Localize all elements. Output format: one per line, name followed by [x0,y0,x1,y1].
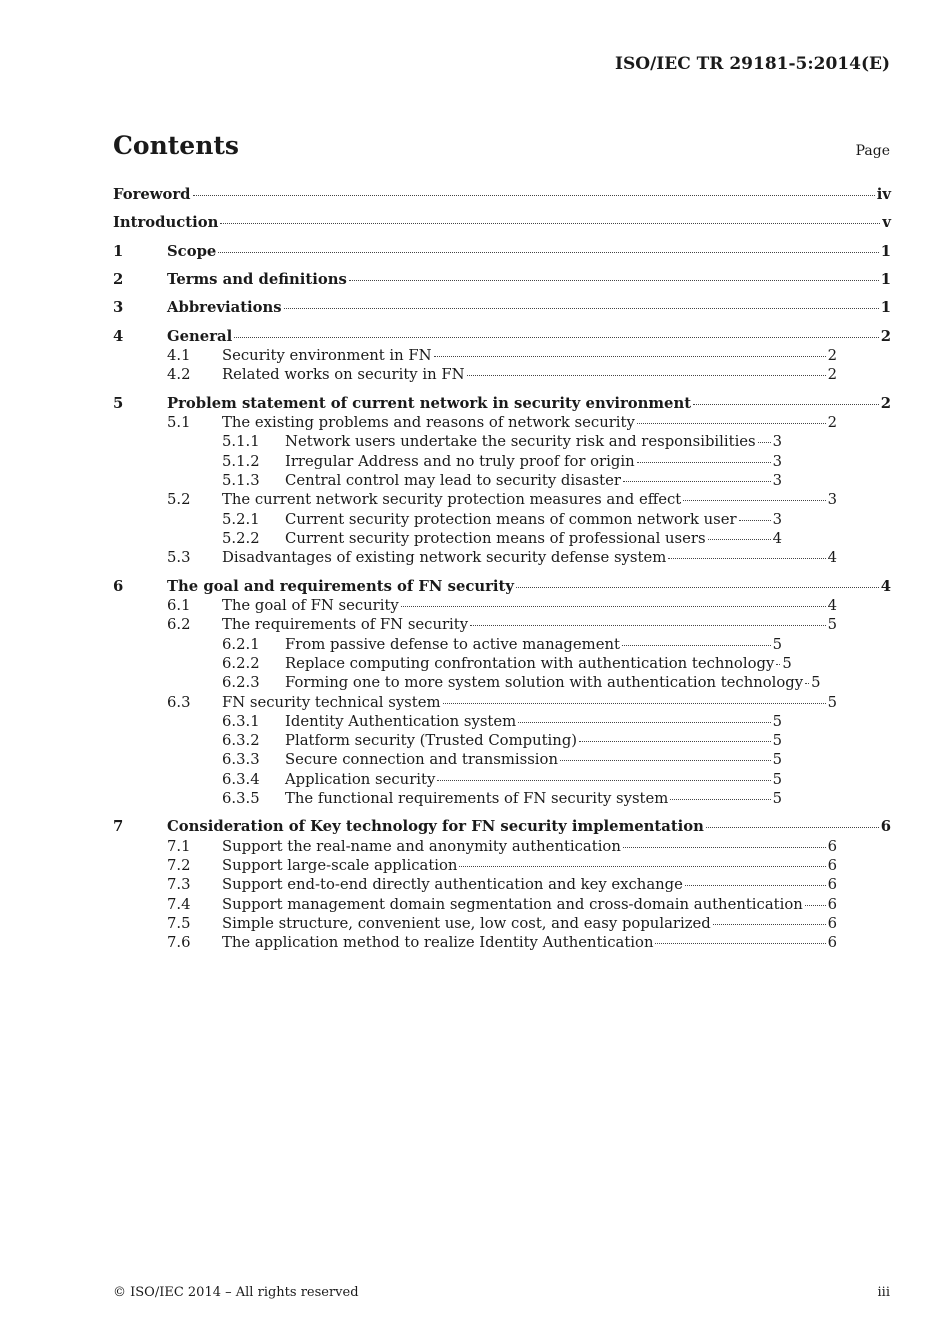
toc-entry-page: 4 [880,578,891,595]
toc-entry-title: Problem statement of current network in security environment [167,395,692,412]
toc-entry-title: Platform security (Trusted Computing) [285,732,578,749]
toc-entry-number: 7.6 [167,934,191,951]
toc-leader-dots [655,943,825,944]
toc-entry-number: 5 [113,395,124,412]
toc-leader-dots [758,442,771,443]
toc-leader-dots [218,252,878,253]
toc-entry-number: 5.1.3 [222,472,260,489]
toc-entry-page: 6 [880,818,891,835]
toc-entry[interactable] [113,452,782,472]
toc-leader-dots [470,625,825,626]
toc-entry[interactable] [113,875,837,895]
toc-entry-page: 5 [827,694,837,711]
toc-entry[interactable] [113,490,837,510]
toc-entry-page: iv [876,186,891,203]
toc-leader-dots [685,885,826,886]
toc-entry-title: Scope [167,243,217,260]
toc-entry-title: Simple structure, convenient use, low cost, and easy popularized [222,915,711,932]
toc-entry-title: Irregular Address and no truly proof for origin [285,453,635,470]
toc-entry[interactable] [113,213,891,233]
toc-entry[interactable] [113,933,837,953]
toc-entry-number: 6.2.2 [222,655,260,672]
toc-leader-dots [443,703,826,704]
toc-leader-dots [637,423,826,424]
toc-entry-title: Related works on security in FN [222,366,465,383]
toc-leader-dots [234,337,878,338]
toc-leader-dots [349,280,879,281]
toc-entry-number: 5.2.1 [222,511,260,528]
toc-entry-title: Support end-to-end directly authentication and key exchange [222,876,683,893]
toc-entry-number: 7.3 [167,876,191,893]
toc-entry-page: 3 [772,453,782,470]
toc-entry-page: 2 [880,328,891,345]
toc-entry-number: 6.3.2 [222,732,260,749]
toc-entry-title: The existing problems and reasons of network security [222,414,635,431]
toc-entry-number: 5.1.2 [222,453,260,470]
toc-entry-title: Support the real-name and anonymity authentication [222,838,621,855]
toc-entry-title: Current security protection means of professional users [285,530,706,547]
toc-entry-title: The current network security protection measures and effect [222,491,682,508]
toc-entry-page: 5 [772,636,782,653]
toc-entry-page: 6 [827,876,837,893]
toc-leader-dots [670,799,770,800]
toc-leader-dots [683,500,825,501]
toc-entry-page: 6 [827,934,837,951]
toc-entry-page: 4 [827,549,837,566]
document-reference: ISO/IEC TR 29181-5:2014(E) [615,54,890,74]
toc-entry-page: 5 [827,616,837,633]
toc-entry-page: 3 [772,433,782,450]
toc-entry-number: 7.1 [167,838,191,855]
toc-entry-number: 4 [113,328,124,345]
toc-entry-number: 5.1 [167,414,191,431]
toc-leader-dots [193,195,875,196]
toc-entry-number: 7 [113,818,124,835]
toc-entry-page: 5 [772,713,782,730]
toc-entry[interactable] [113,789,782,809]
toc-entry-title: Terms and definitions [167,271,347,288]
toc-entry[interactable] [113,327,891,347]
toc-entry-page: 6 [827,857,837,874]
toc-entry[interactable] [113,413,837,433]
toc-entry-title: The goal and requirements of FN security [167,578,514,595]
toc-entry-number: 6.1 [167,597,191,614]
toc-entry-page: 4 [772,530,782,547]
toc-entry-title: Application security [285,771,436,788]
toc-entry-number: 5.2.2 [222,530,260,547]
toc-entry[interactable] [113,432,782,452]
toc-entry-page: 2 [827,414,837,431]
toc-leader-dots [776,664,780,665]
toc-leader-dots [284,308,879,309]
toc-entry-title: From passive defense to active management [285,636,620,653]
toc-entry[interactable] [113,394,891,414]
toc-entry-page: 5 [772,790,782,807]
toc-leader-dots [622,645,771,646]
toc-entry-title: The application method to realize Identity Authentication [222,934,654,951]
toc-entry[interactable] [113,471,782,491]
toc-entry-title: The functional requirements of FN security system [285,790,669,807]
toc-entry[interactable] [113,596,837,616]
toc-entry-title: Consideration of Key technology for FN security implementation [167,818,704,835]
toc-leader-dots [693,404,879,405]
toc-entry-page: 5 [772,732,782,749]
toc-entry[interactable] [113,856,837,876]
toc-leader-dots [623,847,826,848]
toc-entry-number: 4.1 [167,347,191,364]
toc-leader-dots [805,683,809,684]
toc-leader-dots [579,741,771,742]
toc-entry[interactable] [113,654,792,674]
toc-leader-dots [706,827,879,828]
page-number: iii [877,1285,890,1300]
toc-leader-dots [560,760,771,761]
toc-entry-page: 5 [772,751,782,768]
toc-entry[interactable] [113,750,782,770]
toc-leader-dots [434,356,826,357]
toc-entry-page: 4 [827,597,837,614]
toc-leader-dots [668,558,825,559]
toc-entry[interactable] [113,712,782,732]
toc-entry[interactable] [113,895,837,915]
toc-entry[interactable] [113,770,782,790]
toc-entry[interactable] [113,365,837,385]
toc-entry-number: 6.3.5 [222,790,260,807]
toc-entry-page: 3 [827,491,837,508]
toc-entry-page: 5 [772,771,782,788]
toc-entry-title: Support management domain segmentation and cross-domain authentication [222,896,803,913]
toc-entry-number: 5.2 [167,491,191,508]
toc-entry-number: 6.3.4 [222,771,260,788]
toc-entry-title: Identity Authentication system [285,713,517,730]
toc-entry[interactable] [113,270,891,290]
toc-entry-page: 1 [880,299,891,316]
toc-entry[interactable] [113,346,837,366]
toc-entry-title: General [167,328,233,345]
toc-entry-number: 5.3 [167,549,191,566]
toc-entry-number: 7.4 [167,896,191,913]
toc-entry-title: Replace computing confrontation with authentication technology [285,655,775,672]
toc-entry-title: Secure connection and transmission [285,751,558,768]
toc-entry-number: 2 [113,271,124,288]
page-title: Contents [113,131,240,160]
toc-entry[interactable] [113,635,782,655]
toc-entry-title: Current security protection means of common network user [285,511,737,528]
toc-leader-dots [459,866,825,867]
toc-entry-number: 3 [113,299,124,316]
toc-entry[interactable] [113,914,837,934]
toc-leader-dots [220,223,880,224]
toc-entry[interactable] [113,731,782,751]
toc-entry-number: 6.2.1 [222,636,260,653]
toc-entry-number: 6 [113,578,124,595]
toc-entry-number: 4.2 [167,366,191,383]
toc-entry-page: 6 [827,838,837,855]
toc-leader-dots [623,481,771,482]
toc-leader-dots [437,780,770,781]
toc-entry[interactable] [113,185,891,205]
toc-entry-page: 1 [880,271,891,288]
toc-entry-title: FN security technical system [222,694,441,711]
toc-entry[interactable] [113,529,782,549]
toc-entry-number: 7.2 [167,857,191,874]
toc-entry-page: 3 [772,511,782,528]
toc-entry-title: Central control may lead to security disaster [285,472,621,489]
toc-entry-number: 6.2.3 [222,674,260,691]
toc-entry-title: The goal of FN security [222,597,399,614]
toc-entry-number: 7.5 [167,915,191,932]
toc-entry-page: 2 [880,395,891,412]
toc-entry-number: 6.3.1 [222,713,260,730]
toc-leader-dots [713,924,826,925]
toc-leader-dots [401,606,826,607]
toc-entry-title: The requirements of FN security [222,616,469,633]
toc-entry-title: Network users undertake the security risk and responsibilities [285,433,756,450]
toc-entry[interactable] [113,298,891,318]
toc-entry-page: 1 [880,243,891,260]
toc-leader-dots [518,722,770,723]
toc-entry-title: Support large-scale application [222,857,458,874]
toc-entry[interactable] [113,817,891,837]
toc-leader-dots [516,587,879,588]
toc-entry-page: 6 [827,915,837,932]
toc-entry-title: Forming one to more system solution with authentication technology [285,674,804,691]
toc-entry[interactable] [113,615,837,635]
toc-entry-page: 2 [827,347,837,364]
toc-entry[interactable] [113,548,837,568]
toc-leader-dots [467,375,826,376]
toc-leader-dots [637,462,771,463]
toc-entry-page: 5 [782,655,792,672]
toc-entry[interactable] [113,693,837,713]
toc-entry-title: Abbreviations [167,299,282,316]
toc-entry-page: 5 [811,674,821,691]
toc-leader-dots [739,520,771,521]
toc-entry-title: Disadvantages of existing network security defense system [222,549,667,566]
toc-entry-number: 6.3 [167,694,191,711]
toc-entry[interactable] [113,837,837,857]
toc-entry-title: Foreword [113,186,191,203]
toc-entry[interactable] [113,242,891,262]
toc-entry-page: 6 [827,896,837,913]
toc-entry-title: Security environment in FN [222,347,432,364]
toc-entry[interactable] [113,577,891,597]
toc-entry[interactable] [113,673,821,693]
toc-entry-number: 6.3.3 [222,751,260,768]
toc-entry-number: 6.2 [167,616,191,633]
toc-leader-dots [805,905,826,906]
toc-entry-page: 2 [827,366,837,383]
toc-leader-dots [708,539,771,540]
toc-entry[interactable] [113,510,782,530]
copyright-notice: © ISO/IEC 2014 – All rights reserved [113,1285,359,1300]
toc-entry-page: v [882,214,891,231]
toc-entry-title: Introduction [113,214,219,231]
toc-entry-number: 1 [113,243,124,260]
toc-entry-page: 3 [772,472,782,489]
toc-entry-number: 5.1.1 [222,433,260,450]
page-column-label: Page [855,143,890,159]
